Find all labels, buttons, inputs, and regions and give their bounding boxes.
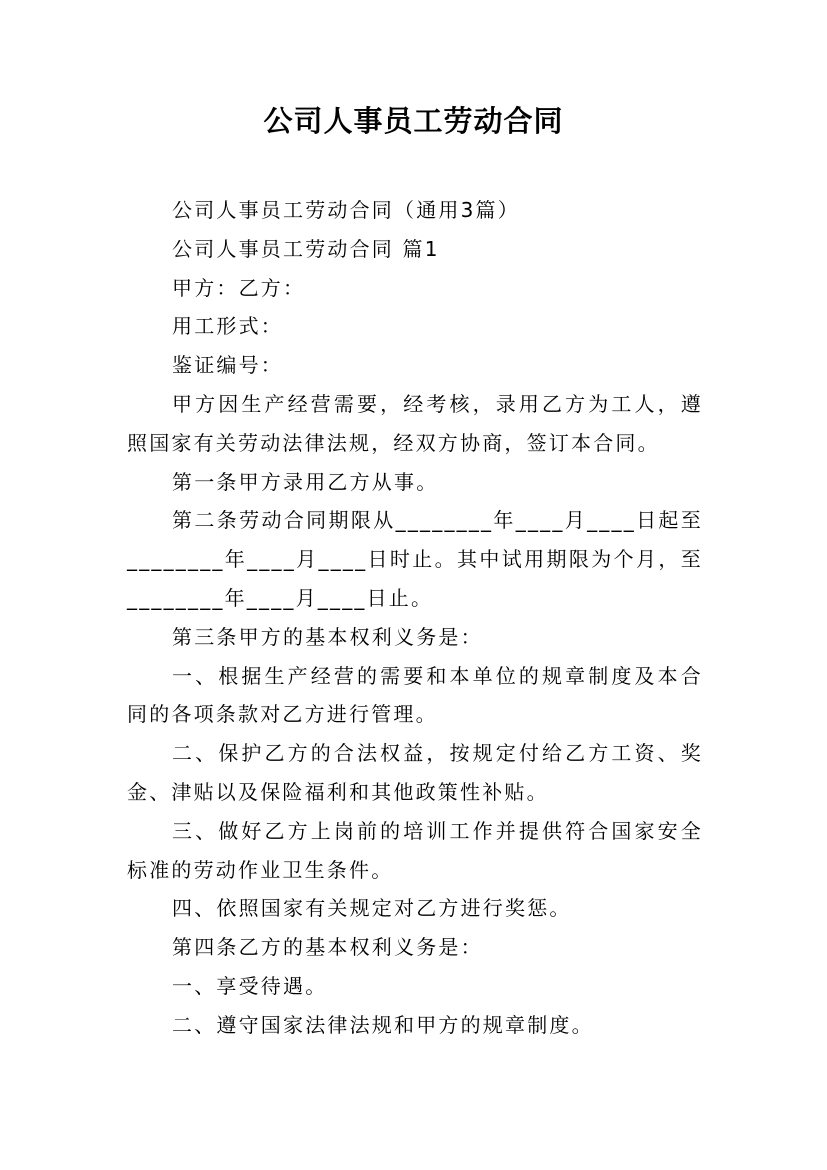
paragraph-parties: 甲方：乙方：	[172, 275, 306, 300]
paragraph-section-heading: 公司人事员工劳动合同 篇1	[172, 236, 440, 261]
paragraph-article-4-item-1: 一、享受待遇。	[172, 973, 328, 998]
paragraph-employment-form: 用工形式：	[172, 314, 283, 339]
document-body	[127, 191, 703, 1045]
paragraph-article-3: 第三条甲方的基本权利义务是：	[172, 624, 483, 649]
paragraph-article-3-item-3: 三、做好乙方上岗前的培训工作并提供符合国家安全标准的劳动作业卫生条件。	[127, 818, 703, 882]
paragraph-subtitle: 公司人事员工劳动合同（通用3篇）	[172, 198, 520, 222]
paragraph-article-1: 第一条甲方录用乙方从事。	[172, 469, 439, 494]
paragraph-article-3-item-4: 四、依照国家有关规定对乙方进行奖惩。	[172, 896, 572, 921]
paragraph-article-3-item-2: 二、保护乙方的合法权益，按规定付给乙方工资、奖金、津贴以及保险福利和其他政策性补贴。	[127, 741, 703, 804]
paragraph-certification-number: 鉴证编号：	[172, 353, 283, 378]
paragraph-article-4: 第四条乙方的基本权利义务是：	[172, 935, 483, 960]
paragraph-article-3-item-1: 一、根据生产经营的需要和本单位的规章制度及本合同的各项条款对乙方进行管理。	[127, 663, 703, 727]
paragraph-article-2: 第二条劳动合同期限从________年____月____日起至________年____月____日时止。其中试用期限为个月，至________年____月____日止。	[127, 508, 703, 610]
document-title: 公司人事员工劳动合同	[263, 104, 564, 138]
paragraph-article-4-item-2: 二、遵守国家法律法规和甲方的规章制度。	[172, 1012, 594, 1037]
paragraph-preamble: 甲方因生产经营需要，经考核，录用乙方为工人，遵照国家有关劳动法律法规，经双方协商，签订本合同。	[127, 391, 703, 455]
